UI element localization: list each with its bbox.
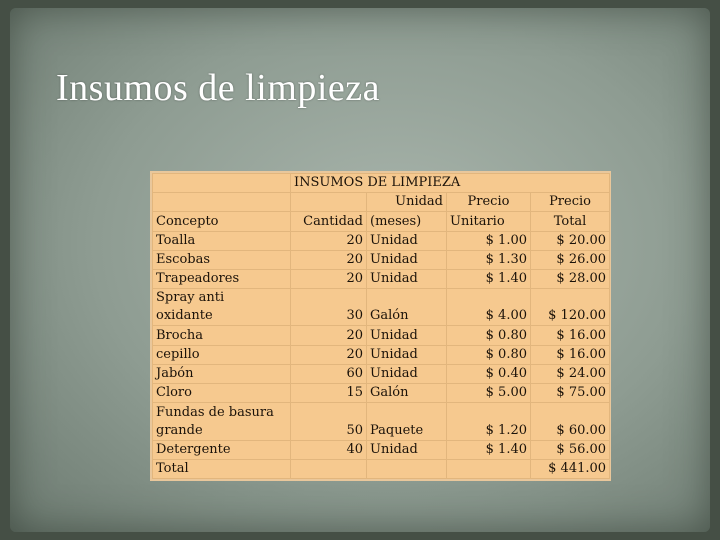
header-cantidad: Cantidad xyxy=(291,212,367,231)
cell-concepto: Detergente xyxy=(153,440,291,459)
table-row xyxy=(153,289,610,326)
table-row xyxy=(153,345,610,364)
cell-unitario: $ 1.40 xyxy=(447,440,531,459)
cell-unidad: Unidad xyxy=(367,345,447,364)
cell-cantidad: 20 xyxy=(291,269,367,288)
cell-cantidad: 40 xyxy=(291,440,367,459)
cell-concepto: Brocha xyxy=(153,326,291,345)
cell-cantidad: 30 xyxy=(291,289,367,326)
cell-total: $ 56.00 xyxy=(531,440,610,459)
cell-cantidad: 15 xyxy=(291,384,367,403)
cell-total: $ 26.00 xyxy=(531,250,610,269)
cell-concepto: Trapeadores xyxy=(153,269,291,288)
header-total: Total xyxy=(531,212,610,231)
cell-unitario: $ 0.80 xyxy=(447,345,531,364)
cell-unitario: $ 1.00 xyxy=(447,231,531,250)
table-row xyxy=(153,326,610,345)
concepto-line-1: Fundas de basura xyxy=(156,404,274,420)
cell-total: $ 75.00 xyxy=(531,384,610,403)
header-empty xyxy=(291,193,367,212)
header-row-top xyxy=(153,193,610,212)
header-empty xyxy=(153,193,291,212)
concepto-line-2: oxidante xyxy=(156,308,213,324)
header-unidad: Unidad xyxy=(367,193,447,212)
cell-unidad: Unidad xyxy=(367,364,447,383)
total-row xyxy=(153,459,610,478)
table-row xyxy=(153,231,610,250)
cell-unitario: $ 1.20 xyxy=(447,403,531,440)
cell-unidad: Galón xyxy=(367,384,447,403)
total-empty xyxy=(447,459,531,478)
header-row-bottom xyxy=(153,212,610,231)
cell-total: $ 28.00 xyxy=(531,269,610,288)
cell-unidad: Unidad xyxy=(367,440,447,459)
header-concepto: Concepto xyxy=(153,212,291,231)
cell-unitario: $ 5.00 xyxy=(447,384,531,403)
cell-cantidad: 60 xyxy=(291,364,367,383)
cell-cantidad: 20 xyxy=(291,326,367,345)
cell-unidad: Unidad xyxy=(367,326,447,345)
cell-total: $ 16.00 xyxy=(531,326,610,345)
slide-background xyxy=(10,8,710,532)
cell-cantidad: 20 xyxy=(291,345,367,364)
cell-total: $ 24.00 xyxy=(531,364,610,383)
table-row xyxy=(153,403,610,440)
total-value: $ 441.00 xyxy=(531,459,610,478)
cell-concepto: Jabón xyxy=(153,364,291,383)
table-caption-row xyxy=(153,174,610,193)
cell-unidad: Unidad xyxy=(367,269,447,288)
supplies-table-container xyxy=(150,171,611,481)
slide-title: Insumos de limpieza xyxy=(56,67,380,109)
table-row xyxy=(153,384,610,403)
header-unitario: Unitario xyxy=(447,212,531,231)
total-empty xyxy=(291,459,367,478)
total-empty xyxy=(367,459,447,478)
cell-total: $ 120.00 xyxy=(531,289,610,326)
cell-unitario: $ 0.80 xyxy=(447,326,531,345)
cell-unidad: Unidad xyxy=(367,250,447,269)
cell-concepto xyxy=(153,403,291,440)
cell-unidad: Unidad xyxy=(367,231,447,250)
cell-unitario: $ 1.30 xyxy=(447,250,531,269)
cell-concepto: Toalla xyxy=(153,231,291,250)
cell-total: $ 20.00 xyxy=(531,231,610,250)
cell-cantidad: 50 xyxy=(291,403,367,440)
table-row xyxy=(153,364,610,383)
cell-concepto: Escobas xyxy=(153,250,291,269)
concepto-line-2: grande xyxy=(156,422,203,438)
cell-cantidad: 20 xyxy=(291,231,367,250)
table-row xyxy=(153,250,610,269)
cell-total: $ 16.00 xyxy=(531,345,610,364)
header-precio-total-top: Precio xyxy=(531,193,610,212)
table-row xyxy=(153,440,610,459)
cell-cantidad: 20 xyxy=(291,250,367,269)
concepto-line-1: Spray anti xyxy=(156,290,225,306)
supplies-table xyxy=(152,173,610,479)
header-meses: (meses) xyxy=(367,212,447,231)
cell-concepto: Cloro xyxy=(153,384,291,403)
cell-total: $ 60.00 xyxy=(531,403,610,440)
cell-unitario: $ 4.00 xyxy=(447,289,531,326)
caption-cell-empty xyxy=(153,174,291,193)
header-precio-unitario-top: Precio xyxy=(447,193,531,212)
cell-unitario: $ 1.40 xyxy=(447,269,531,288)
table-row xyxy=(153,269,610,288)
cell-unidad: Galón xyxy=(367,289,447,326)
table-caption: INSUMOS DE LIMPIEZA xyxy=(291,174,610,193)
cell-concepto xyxy=(153,289,291,326)
cell-unidad: Paquete xyxy=(367,403,447,440)
cell-unitario: $ 0.40 xyxy=(447,364,531,383)
total-label: Total xyxy=(153,459,291,478)
cell-concepto: cepillo xyxy=(153,345,291,364)
